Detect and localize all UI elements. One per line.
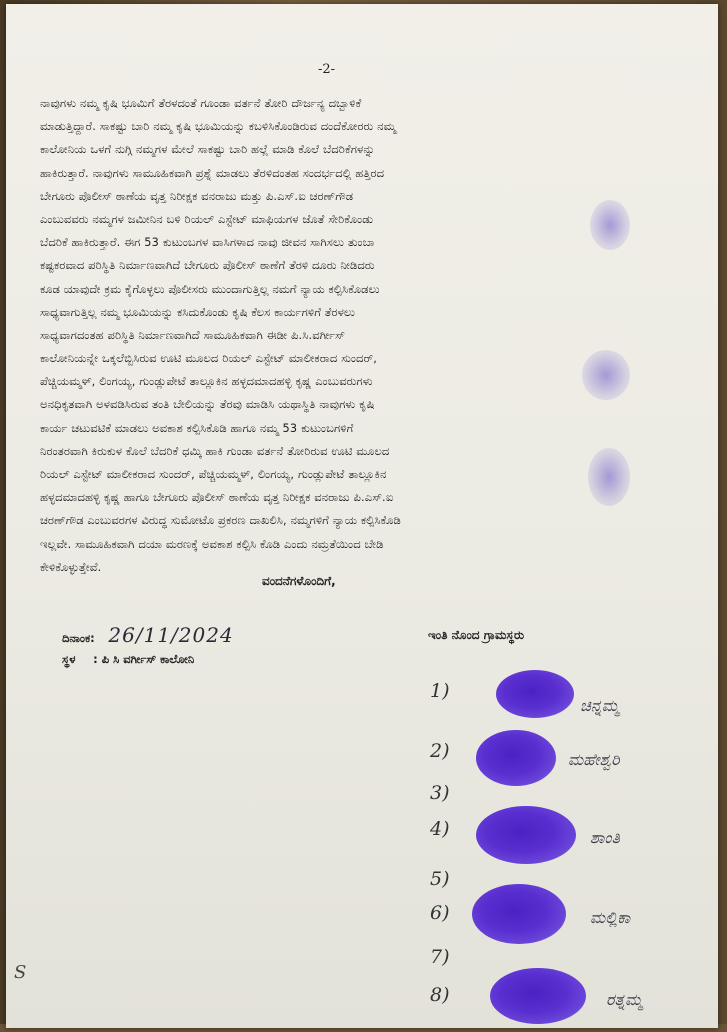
signatory-name: ರತ್ನಮ್ಮ <box>606 990 643 1009</box>
signatory-number: 5) <box>430 868 450 890</box>
signatory-row <box>430 668 720 728</box>
body-line: ಕೂಡ ಯಾವುದೇ ಕ್ರಮ ಕೈಗೊಳ್ಳಲು ಪೊಲೀಸರು ಮುಂದಾಗುತ್ತಿಲ್ಲ ನಮಗೆ ನ್ಯಾಯ ಕಲ್ಪಿಸಿಕೊಡಲು <box>40 282 380 296</box>
signatory-row <box>430 972 720 1032</box>
signatory-number: 3) <box>430 782 450 804</box>
page-number: -2- <box>318 62 336 77</box>
villagers-heading: ಇಂತಿ ನೊಂದ ಗ್ರಾಮಸ್ಥರು <box>428 628 525 642</box>
body-line: ಮಾಡುತ್ತಿದ್ದಾರೆ. ಸಾಕಷ್ಟು ಬಾರಿ ನಮ್ಮ ಕೃಷಿ ಭೂಮಿಯನ್ನು ಕಬಳಿಸಿಕೊಂಡಿರುವ ದಂದೆಕೋರರು ನಮ್ಮ <box>40 120 397 134</box>
body-line: ಎಂಬುವವರು ನಮ್ಮಗಳ ಜಮೀನಿನ ಬಳಿ ರಿಯಲ್ ಎಸ್ಟೇಟ್ ಮಾಫಿಯಗಳ ಜೊತೆ ಸೇರಿಕೊಂಡು <box>40 212 374 226</box>
signatory-number: 2) <box>430 740 450 762</box>
signatory-number: 6) <box>430 902 450 924</box>
date-row <box>62 623 234 647</box>
closing-salutation: ವಂದನೆಗಳೊಂದಿಗೆ, <box>262 574 336 588</box>
date-value: 26/11/2024 <box>108 623 234 647</box>
thumbprint <box>496 670 574 718</box>
body-line: ಬೇಗೂರು ಪೊಲೀಸ್ ಠಾಣೆಯ ವೃತ್ತ ನಿರೀಕ್ಷಕ ವನರಾಜು ಮತ್ತು ಪಿ.ಎಸ್.ಐ ಚರಣ್‌ಗೌಡ <box>40 189 354 203</box>
body-line: ಕಾರ್ಯ ಚಟುವಟಿಕೆ ಮಾಡಲು ಅವಕಾಶ ಕಲ್ಪಿಸಿಕೊಡಿ ಹಾಗೂ ನಮ್ಮ 53 ಕುಟುಂಬಗಳಿಗೆ <box>40 421 354 435</box>
signatory-name: ಮಲ್ಲಿಕಾ <box>590 908 631 927</box>
body-line: ನಿರಂತರವಾಗಿ ಕಿರುಕುಳ ಕೊಲೆ ಬೆದರಿಕೆ ಧಮ್ಕಿ ಹಾಕಿ ಗುಂಡಾ ವರ್ತನೆ ತೋರಿರುವ ಊಟಿ ಮೂಲದ <box>40 444 390 458</box>
signatory-number: 8) <box>430 984 450 1006</box>
body-line: ಕಾಲೋನಿಯ ಒಳಗೆ ನುಗ್ಗಿ ನಮ್ಮಗಳ ಮೇಲೆ ಸಾಕಷ್ಟು ಬಾರಿ ಹಲ್ಲೆ ಮಾಡಿ ಕೊಲೆ ಬೆದರಿಕೆಗಳನ್ನು <box>40 143 375 157</box>
body-line: ಸಾಧ್ಯವಾಗುತ್ತಿಲ್ಲ ನಮ್ಮ ಭೂಮಿಯನ್ನು ಕಸಿದುಕೊಂಡು ಕೃಷಿ ಕೆಲಸ ಕಾರ್ಯಗಳಿಗೆ ತೆರಳಲು <box>40 305 356 319</box>
signatory-number: 4) <box>430 818 450 840</box>
body-line: ನಾವುಗಳು ನಮ್ಮ ಕೃಷಿ ಭೂಮಿಗೆ ತೆರಳದಂತೆ ಗೂಂಡಾ ವರ್ತನೆ ತೋರಿ ದೌರ್ಜನ್ಯ ದಬ್ಬಾಳಿಕೆ <box>40 97 362 110</box>
body-line: ಸಾಧ್ಯವಾಗದಂತಹ ಪರಿಸ್ಥಿತಿ ನಿರ್ಮಾಣವಾಗಿದೆ ಸಾಮೂಹಿಕವಾಗಿ ಈಡೀ ಪಿ.ಸಿ.ವರ್ಗೀಸ್ <box>40 328 346 342</box>
body-line: ಅನಧಿಕೃತವಾಗಿ ಅಳವಡಿಸಿರುವ ತಂತಿ ಬೇಲಿಯನ್ನು ತೆರವು ಮಾಡಿಸಿ ಯಥಾಸ್ಥಿತಿ ನಾವುಗಳು ಕೃಷಿ <box>40 398 375 412</box>
ink-smudge <box>588 448 630 506</box>
signatory-name: ಚಿನ್ನಮ್ಮ <box>580 696 620 715</box>
ink-smudge <box>582 350 630 400</box>
body-line: ಹಳ್ಳದಮಾದಹಳ್ಳಿ ಕೃಷ್ಣ ಹಾಗೂ ಬೇಗೂರು ಪೊಲೀಸ್ ಠಾಣೆಯ ವೃತ್ತ ನಿರೀಕ್ಷಕ ವನರಾಜು ಪಿ.ಎಸ್.ಐ <box>40 491 394 505</box>
body-line: ಬೆದರಿಕೆ ಹಾಕಿರುತ್ತಾರೆ. ಈಗ 53 ಕುಟುಂಬಗಳ ವಾಸಿಗಳಾದ ನಾವು ಜೀವನ ಸಾಗಿಸಲು ತುಂಬಾ <box>40 236 375 250</box>
signatory-name: ಶಾಂತಿ <box>590 828 620 847</box>
ink-smudge <box>590 200 630 250</box>
place-label: ಸ್ಥಳ <box>62 652 76 666</box>
body-line: ಹಾಕಿರುತ್ತಾರೆ. ನಾವುಗಳು ಸಾಮೂಹಿಕವಾಗಿ ಪ್ರಶ್ನೆ ಮಾಡಲು ತೆರಳಿದಂತಹ ಸಂದರ್ಭದಲ್ಲಿ ಹತ್ತಿರದ <box>40 166 385 180</box>
signatory-name: ಮಹೇಶ್ವರಿ <box>568 750 620 769</box>
body-line: ಇಲ್ಲವೇ. ಸಾಮೂಹಿಕವಾಗಿ ದಯಾ ಮರಣಕ್ಕೆ ಅವಕಾಶ ಕಲ್ಪಿಸಿ ಕೊಡಿ ಎಂದು ನಮ್ರತೆಯಿಂದ ಬೇಡಿ <box>40 537 384 551</box>
letter-body <box>40 92 680 579</box>
signatory-number: 1) <box>430 680 450 702</box>
body-line: ಕೇಳಿಕೊಳ್ಳುತ್ತೇವೆ. <box>40 560 102 574</box>
body-line: ಪೆಚ್ಚಿಯಮ್ಮಳ್, ಲಿಂಗಯ್ಯ, ಗುಂಡ್ಲುಪೇಟೆ ತಾಲ್ಲೂಕಿನ ಹಳ್ಳದಮಾದಹಳ್ಳಿ ಕೃಷ್ಣ ಎಂಬುವರುಗಳು <box>40 375 373 389</box>
signatory-number: 7) <box>430 946 450 968</box>
place-row <box>62 652 194 667</box>
body-line: ಕಾಲೋನಿಯನ್ನೇ ಒಕ್ಕಲೆಬ್ಬಿಸಿರುವ ಊಟಿ ಮೂಲದ ರಿಯಲ್ ಎಸ್ಟೇಟ್ ಮಾಲೀಕರಾದ ಸುಂದರ್, <box>40 352 378 366</box>
body-line: ಕಷ್ಟಕರವಾದ ಪರಿಸ್ಥಿತಿ ನಿರ್ಮಾಣವಾಗಿದೆ ಬೇಗೂರು ಪೊಲೀಸ್ ಠಾಣೆಗೆ ತೆರಳಿ ದೂರು ನೀಡಿದರು <box>40 259 375 273</box>
body-line: ಚರಣ್‌ಗೌಡ ಎಂಬುವರಗಳ ವಿರುದ್ಧ ಸುಮೋಟೊ ಪ್ರಕರಣ ದಾಖಲಿಸಿ, ನಮ್ಮಗಳಿಗೆ ನ್ಯಾಯ ಕಲ್ಪಿಸಿಕೊಡಿ <box>40 514 401 528</box>
date-label: ದಿನಾಂಕ: <box>62 631 95 645</box>
place-value: : ಪಿ ಸಿ ವರ್ಗೀಸ್ ಕಾಲೋನಿ <box>93 652 195 666</box>
margin-mark: S <box>14 962 27 983</box>
body-line: ರಿಯಲ್ ಎಸ್ಟೇಟ್ ಮಾಲೀಕರಾದ ಸುಂದರ್, ಪೆಚ್ಚಿಯಮ್ಮಳ್, ಲಿಂಗಯ್ಯ, ಗುಂಡ್ಲುಪೇಟೆ ತಾಲ್ಲೂಕಿನ <box>40 468 387 481</box>
thumbprint <box>490 968 586 1024</box>
